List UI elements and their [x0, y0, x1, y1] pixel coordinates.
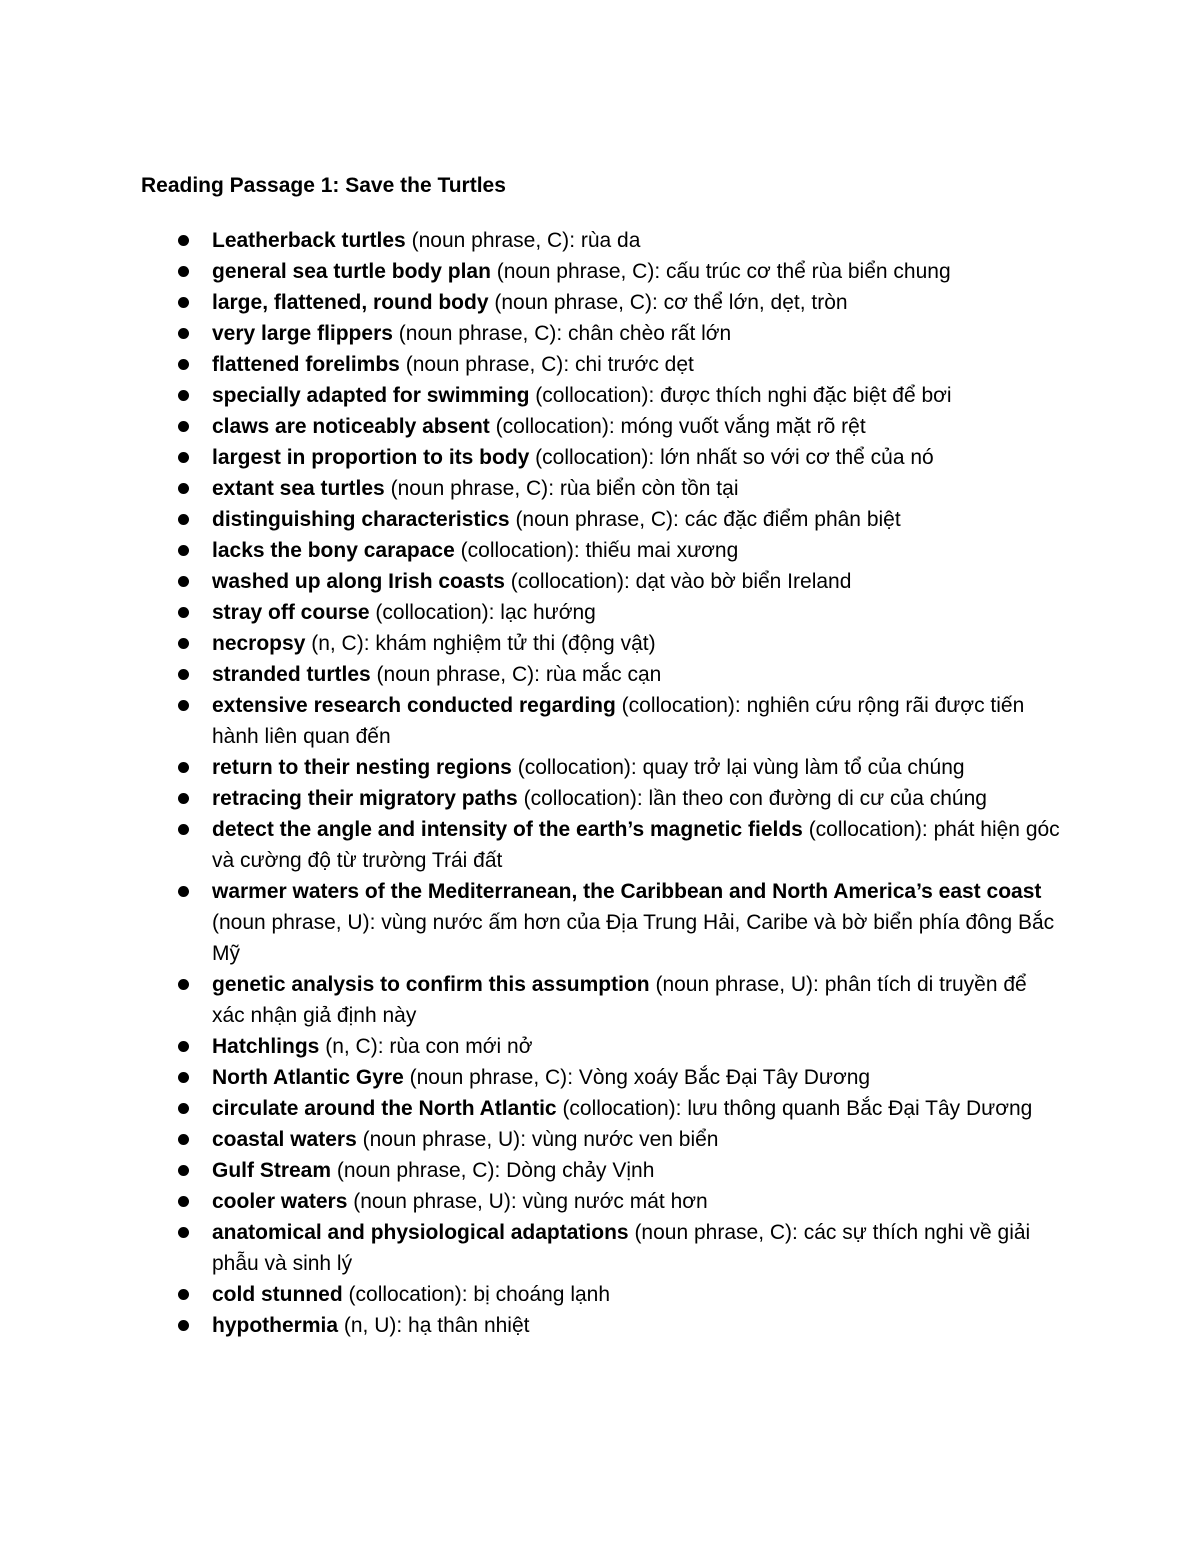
vocab-item: circulate around the North Atlantic (collocation): lưu thông quanh Bắc Đại Tây Dương: [0, 1093, 1062, 1124]
vocab-term: general sea turtle body plan: [212, 260, 491, 283]
vocab-term: genetic analysis to confirm this assumption: [212, 973, 650, 996]
vocab-term: distinguishing characteristics: [212, 508, 510, 531]
page-title: Reading Passage 1: Save the Turtles: [141, 174, 506, 197]
bullet-icon: [178, 1072, 189, 1083]
vocab-meaning: vùng nước ven biển: [531, 1128, 719, 1151]
vocab-meaning: rùa mắc cạn: [545, 663, 662, 686]
vocab-word-type: (collocation): [460, 539, 574, 562]
vocab-meaning: các đặc điểm phân biệt: [684, 508, 901, 531]
bullet-icon: [178, 266, 189, 277]
vocab-term: Hatchlings: [212, 1035, 320, 1058]
vocab-word-type: (noun phrase, U): [655, 973, 814, 996]
vocab-term: North Atlantic Gyre: [212, 1066, 404, 1089]
vocab-meaning: rùa biển còn tồn tại: [559, 477, 739, 500]
vocab-term: washed up along Irish coasts: [212, 570, 505, 593]
bullet-icon: [178, 1134, 189, 1145]
bullet-icon: [178, 1289, 189, 1300]
vocab-term: flattened forelimbs: [212, 353, 400, 376]
vocab-meaning: quay trở lại vùng làm tổ của chúng: [642, 756, 965, 779]
bullet-icon: [178, 762, 189, 773]
vocab-word-type: (collocation): [517, 756, 631, 779]
bullet-icon: [178, 607, 189, 618]
vocab-word-type: (noun phrase, C): [496, 260, 655, 283]
vocab-item: washed up along Irish coasts (collocation): dạt vào bờ biển Ireland: [0, 566, 1062, 597]
vocab-word-type: (n, C): [311, 632, 364, 655]
vocab-word-type: (noun phrase, C): [376, 663, 535, 686]
vocab-item: specially adapted for swimming (collocation): được thích nghi đặc biệt để bơi: [0, 380, 1062, 411]
vocab-meaning: khám nghiệm tử thi (động vật): [375, 632, 656, 655]
vocab-meaning: thiếu mai xương: [585, 539, 739, 562]
bullet-icon: [178, 793, 189, 804]
vocab-meaning: hạ thân nhiệt: [408, 1314, 530, 1337]
vocab-item: general sea turtle body plan (noun phrase, C): cấu trúc cơ thể rùa biển chung: [0, 256, 1062, 287]
bullet-icon: [178, 1320, 189, 1331]
vocab-meaning: rùa da: [580, 229, 641, 252]
vocab-item: extant sea turtles (noun phrase, C): rùa biển còn tồn tại: [0, 473, 1062, 504]
bullet-icon: [178, 669, 189, 680]
bullet-icon: [178, 1041, 189, 1052]
vocab-word-type: (noun phrase, C): [336, 1159, 495, 1182]
vocab-meaning: Dòng chảy Vịnh: [506, 1159, 655, 1182]
vocab-term: necropsy: [212, 632, 306, 655]
vocab-word-type: (noun phrase, C): [494, 291, 652, 314]
bullet-icon: [178, 576, 189, 587]
vocab-word-type: (n, C): [325, 1035, 378, 1058]
vocab-item: necropsy (n, C): khám nghiệm tử thi (động vật): [0, 628, 1062, 659]
vocab-term: warmer waters of the Mediterranean, the Caribbean and North America’s east coast: [212, 880, 1042, 903]
vocab-term: stranded turtles: [212, 663, 371, 686]
bullet-icon: [178, 359, 189, 370]
vocab-meaning: cấu trúc cơ thể rùa biển chung: [666, 260, 951, 283]
vocab-term: Gulf Stream: [212, 1159, 332, 1182]
vocab-term: specially adapted for swimming: [212, 384, 530, 407]
bullet-icon: [178, 1165, 189, 1176]
vocab-meaning: lạc hướng: [500, 601, 596, 624]
vocab-item: return to their nesting regions (collocation): quay trở lại vùng làm tổ của chúng: [0, 752, 1062, 783]
vocab-item: large, flattened, round body (noun phrase, C): cơ thể lớn, dẹt, tròn: [0, 287, 1062, 318]
vocab-word-type: (noun phrase, C): [634, 1221, 793, 1244]
vocab-word-type: (noun phrase, C): [398, 322, 557, 345]
vocab-word-type: (noun phrase, C): [515, 508, 674, 531]
vocab-word-type: (collocation): [348, 1283, 462, 1306]
vocab-term: extensive research conducted regarding: [212, 694, 616, 717]
bullet-icon: [178, 421, 189, 432]
vocab-item: genetic analysis to confirm this assumption (noun phrase, U): phân tích di truyền để xác nhận giả định này: [0, 969, 1062, 1031]
vocab-item: claws are noticeably absent (collocation): móng vuốt vắng mặt rõ rệt: [0, 411, 1062, 442]
vocab-term: cooler waters: [212, 1190, 348, 1213]
vocab-word-type: (collocation): [535, 384, 649, 407]
vocab-word-type: (collocation): [495, 415, 609, 438]
vocab-word-type: (noun phrase, C): [390, 477, 549, 500]
vocab-item: North Atlantic Gyre (noun phrase, C): Vòng xoáy Bắc Đại Tây Dương: [0, 1062, 1062, 1093]
vocab-word-type: (collocation): [510, 570, 624, 593]
vocab-meaning: Vòng xoáy Bắc Đại Tây Dương: [578, 1066, 871, 1089]
bullet-icon: [178, 390, 189, 401]
vocab-item: stranded turtles (noun phrase, C): rùa mắc cạn: [0, 659, 1062, 690]
bullet-icon: [178, 1196, 189, 1207]
vocab-term: largest in proportion to its body: [212, 446, 530, 469]
vocab-word-type: (noun phrase, U): [362, 1128, 521, 1151]
vocab-word-type: (noun phrase, C): [411, 229, 570, 252]
vocab-word-type: (collocation): [808, 818, 922, 841]
vocab-term: hypothermia: [212, 1314, 339, 1337]
bullet-icon: [178, 824, 189, 835]
vocab-meaning: phát hiện góc và cường độ từ trường Trái đất: [212, 818, 1060, 872]
vocab-meaning: lưu thông quanh Bắc Đại Tây Dương: [687, 1097, 1033, 1120]
bullet-icon: [178, 886, 189, 897]
vocab-word-type: (noun phrase, C): [405, 353, 564, 376]
vocab-item: largest in proportion to its body (collocation): lớn nhất so với cơ thể của nó: [0, 442, 1062, 473]
vocab-term: detect the angle and intensity of the earth’s magnetic fields: [212, 818, 803, 841]
bullet-icon: [178, 483, 189, 494]
vocab-word-type: (noun phrase, U): [353, 1190, 511, 1213]
vocab-meaning: chân chèo rất lớn: [568, 322, 732, 345]
vocab-word-type: (collocation): [562, 1097, 676, 1120]
vocab-meaning: lần theo con đường di cư của chúng: [648, 787, 987, 810]
vocab-meaning: nghiên cứu rộng rãi được tiến hành liên quan đến: [212, 694, 1025, 748]
vocab-word-type: (n, U): [343, 1314, 397, 1337]
vocab-item: anatomical and physiological adaptations (noun phrase, C): các sự thích nghi về giải phẫu và sinh lý: [0, 1217, 1062, 1279]
vocab-term: large, flattened, round body: [212, 291, 489, 314]
vocab-item: Leatherback turtles (noun phrase, C): rùa da: [0, 225, 1062, 256]
vocab-item: cooler waters (noun phrase, U): vùng nước mát hơn: [0, 1186, 1062, 1217]
vocab-item: lacks the bony carapace (collocation): thiếu mai xương: [0, 535, 1062, 566]
vocabulary-list: [0, 225, 1200, 1341]
bullet-icon: [178, 1227, 189, 1238]
bullet-icon: [178, 297, 189, 308]
vocab-term: anatomical and physiological adaptations: [212, 1221, 629, 1244]
vocab-item: hypothermia (n, U): hạ thân nhiệt: [0, 1310, 1062, 1341]
vocab-item: flattened forelimbs (noun phrase, C): chi trước dẹt: [0, 349, 1062, 380]
vocab-meaning: phân tích di truyền để xác nhận giả định này: [212, 973, 1027, 1027]
vocab-term: circulate around the North Atlantic: [212, 1097, 557, 1120]
vocab-item: retracing their migratory paths (collocation): lần theo con đường di cư của chúng: [0, 783, 1062, 814]
vocab-term: return to their nesting regions: [212, 756, 512, 779]
vocab-term: coastal waters: [212, 1128, 357, 1151]
vocab-meaning: bị choáng lạnh: [473, 1283, 611, 1306]
vocab-meaning: rùa con mới nở: [389, 1035, 533, 1058]
vocab-meaning: móng vuốt vắng mặt rõ rệt: [620, 415, 866, 438]
bullet-icon: [178, 514, 189, 525]
vocab-meaning: được thích nghi đặc biệt để bơi: [660, 384, 952, 407]
vocab-item: coastal waters (noun phrase, U): vùng nước ven biển: [0, 1124, 1062, 1155]
vocab-term: very large flippers: [212, 322, 393, 345]
vocab-item: warmer waters of the Mediterranean, the Caribbean and North America’s east coast (noun phrase, U): vùng nước ấm hơn của Địa Trung Hải, Caribe và bờ biển phía đông Bắc Mỹ: [0, 876, 1062, 969]
bullet-icon: [178, 700, 189, 711]
vocab-word-type: (collocation): [523, 787, 637, 810]
vocab-item: Hatchlings (n, C): rùa con mới nở: [0, 1031, 1062, 1062]
vocab-item: cold stunned (collocation): bị choáng lạnh: [0, 1279, 1062, 1310]
vocab-term: extant sea turtles: [212, 477, 385, 500]
bullet-icon: [178, 1103, 189, 1114]
bullet-icon: [178, 545, 189, 556]
bullet-icon: [178, 638, 189, 649]
vocab-meaning: lớn nhất so với cơ thể của nó: [660, 446, 934, 469]
vocab-meaning: vùng nước ấm hơn của Địa Trung Hải, Caribe và bờ biển phía đông Bắc Mỹ: [212, 911, 1055, 965]
vocab-term: retracing their migratory paths: [212, 787, 518, 810]
vocab-meaning: chi trước dẹt: [574, 353, 694, 376]
bullet-icon: [178, 452, 189, 463]
vocab-word-type: (noun phrase, C): [409, 1066, 568, 1089]
vocab-meaning: vùng nước mát hơn: [522, 1190, 708, 1213]
vocab-item: extensive research conducted regarding (collocation): nghiên cứu rộng rãi được tiến hành liên quan đến: [0, 690, 1062, 752]
vocab-term: Leatherback turtles: [212, 229, 406, 252]
vocab-item: very large flippers (noun phrase, C): chân chèo rất lớn: [0, 318, 1062, 349]
vocab-meaning: cơ thể lớn, dẹt, tròn: [663, 291, 848, 314]
vocab-word-type: (collocation): [535, 446, 649, 469]
vocab-term: cold stunned: [212, 1283, 343, 1306]
bullet-icon: [178, 328, 189, 339]
vocab-word-type: (collocation): [621, 694, 735, 717]
vocab-term: claws are noticeably absent: [212, 415, 490, 438]
vocab-meaning: các sự thích nghi về giải phẫu và sinh lý: [212, 1221, 1031, 1275]
vocab-word-type: (noun phrase, U): [212, 911, 370, 934]
vocab-item: distinguishing characteristics (noun phrase, C): các đặc điểm phân biệt: [0, 504, 1062, 535]
bullet-icon: [178, 235, 189, 246]
vocab-term: stray off course: [212, 601, 370, 624]
vocab-term: lacks the bony carapace: [212, 539, 455, 562]
vocab-item: Gulf Stream (noun phrase, C): Dòng chảy Vịnh: [0, 1155, 1062, 1186]
vocab-item: detect the angle and intensity of the earth’s magnetic fields (collocation): phát hiện góc và cường độ từ trường Trái đất: [0, 814, 1062, 876]
vocab-item: stray off course (collocation): lạc hướng: [0, 597, 1062, 628]
vocab-word-type: (collocation): [375, 601, 489, 624]
bullet-icon: [178, 979, 189, 990]
vocab-meaning: dạt vào bờ biển Ireland: [635, 570, 852, 593]
